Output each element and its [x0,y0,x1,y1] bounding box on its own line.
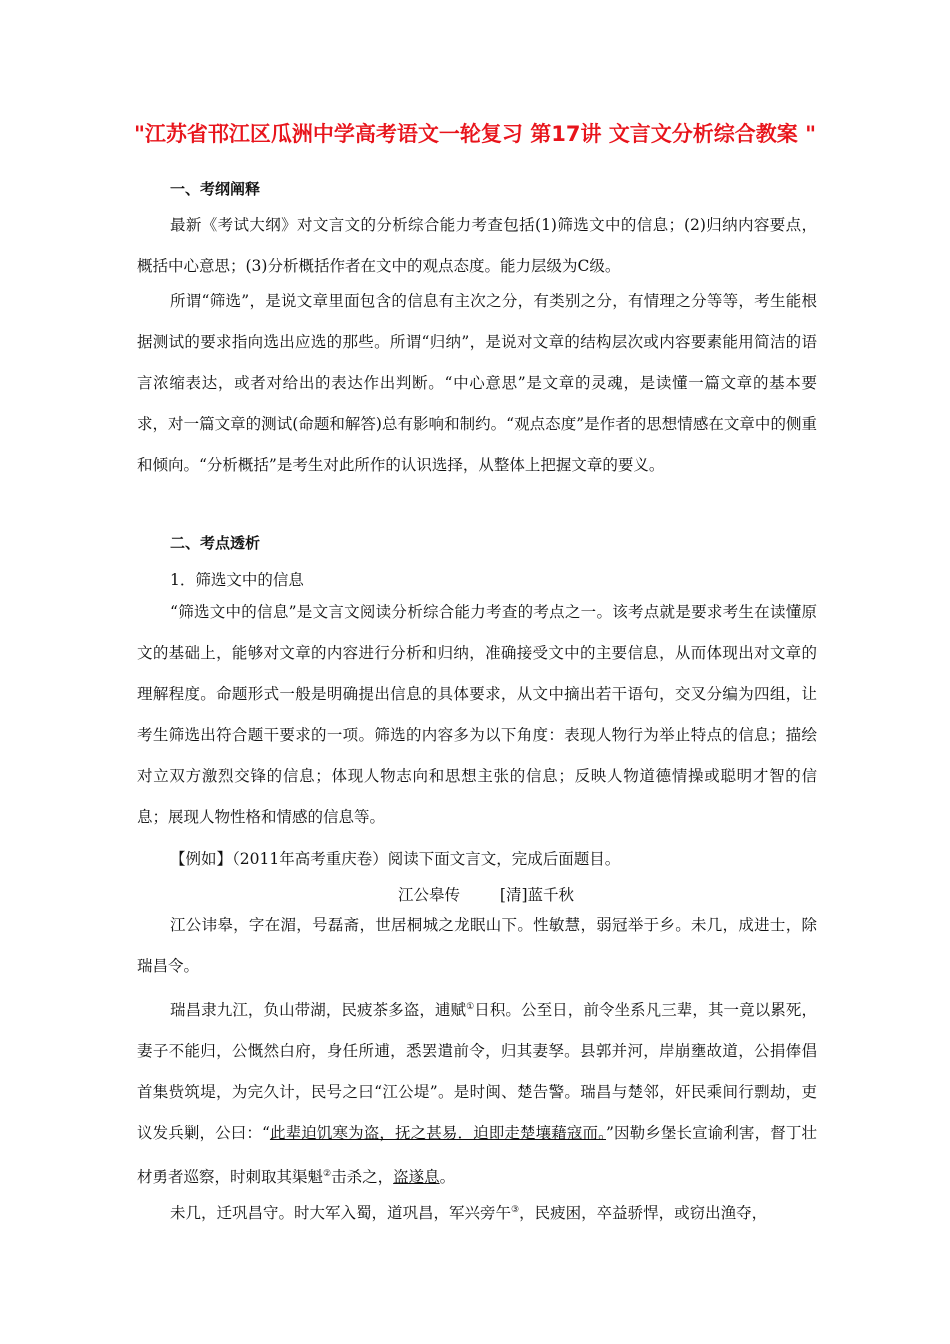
section-heading-outline: 一、考纲阐释 [170,180,261,198]
passage-paragraph-3 [137,1190,817,1234]
passage-paragraph-2 [137,987,817,1198]
paragraph-outline-2: 所谓“筛选”，是说文章里面包含的信息有主次之分，有类别之分，有情理之分等等，考生能根据测试的要求指向选出应选的那些。所谓“归纳”，是说对文章的结构层次或内容要素能用简洁的语言浓缩表达，或者对给出的表达作出判断。“中心意思”是文章的灵魂，是读懂一篇文章的基本要求，对一篇文章的测试(命题和解答)总有影响和制约。“观点态度”是作者的思想情感在文章中的侧重和倾向。“分析概括”是考生对此所作的认识选择，从整体上把握文章的要义。 [137,292,817,474]
footnote-marker-2: ② [323,1169,332,1180]
underlined-phrase: 盗遂息 [393,1168,440,1187]
passage-p3-text-b: ，民疲困，卒益骄悍，或窃出渔夺， [519,1204,768,1223]
paragraph-filter-info: “筛选文中的信息”是文言文阅读分析综合能力考查的考点之一。该考点就是要求考生在读懂原文的基础上，能够对文章的内容进行分析和归纳，准确接受文中的主要信息，从而体现出对文章的理解程度。命题形式一般是明确提出信息的具体要求，从文中摘出若干语句，交叉分编为四组，让考生筛选出符合题干要求的一项。筛选的内容多为以下角度：表现人物行为举止特点的信息；描绘对立双方激烈交锋的信息；体现人物志向和思想主张的信息；反映人物道德情操或聪明才智的信息；展现人物性格和情感的信息等。 [137,603,817,826]
passage-p2-text-b: 日积。公至日，前令坐系凡三辈，其一竟以累死，妻子不能归，公慨然白府，身任所逋，悉罢遣前令，归其妻孥。县郭并河，岸崩壅故道，公捐俸倡首集赀筑堤，为完久计，民号之曰“江公堤”。是时闽、楚告警。瑞昌与楚邻，奸民乘间行剽劫，吏议发兵剿，公曰：“ [137,1001,817,1143]
footnote-marker-1: ① [466,1002,475,1012]
passage-p2-text-e: 。 [439,1168,456,1187]
subheading-filter-info: 1．筛选文中的信息 [170,571,304,589]
passage-p3-text-a: 未几，迁巩昌守。时大军入蜀，道巩昌，军兴旁午 [170,1204,512,1223]
passage-author: [清]蓝千秋 [499,886,574,904]
document-title: "江苏省邗江区瓜洲中学高考语文一轮复习 第17讲 文言文分析综合教案 " [133,122,817,146]
passage-p2-text-c: ”因勒乡堡长宣谕利害，督丁壮材勇者巡察，时刺取其渠魁 [137,1124,817,1187]
section-heading-analysis: 二、考点透析 [170,534,261,552]
paragraph-outline-1: 最新《考试大纲》对文言文的分析综合能力考查包括(1)筛选文中的信息；(2)归纳内容要点，概括中心意思；(3)分析概括作者在文中的观点态度。能力层级为C级。 [137,216,817,275]
passage-title-line [398,883,574,905]
passage-title: 江公皋传 [398,886,461,904]
passage-p2-text-d: 击杀之， [331,1168,394,1187]
example-intro: 【例如】（2011年高考重庆卷）阅读下面文言文，完成后面题目。 [170,850,621,868]
underlined-sentence: 此辈迫饥寒为盗，抚之甚易．迫即走楚壤藉寇而。 [269,1124,606,1143]
passage-paragraph-1: 江公讳皋，字在湄，号磊斋，世居桐城之龙眠山下。性敏慧，弱冠举于乡。未几，成进士，除瑞昌令。 [137,916,817,975]
passage-p2-text-a: 瑞昌隶九江，负山带湖，民疲茶多盗，逋赋 [170,1001,467,1020]
footnote-marker-3: ③ [511,1205,520,1215]
